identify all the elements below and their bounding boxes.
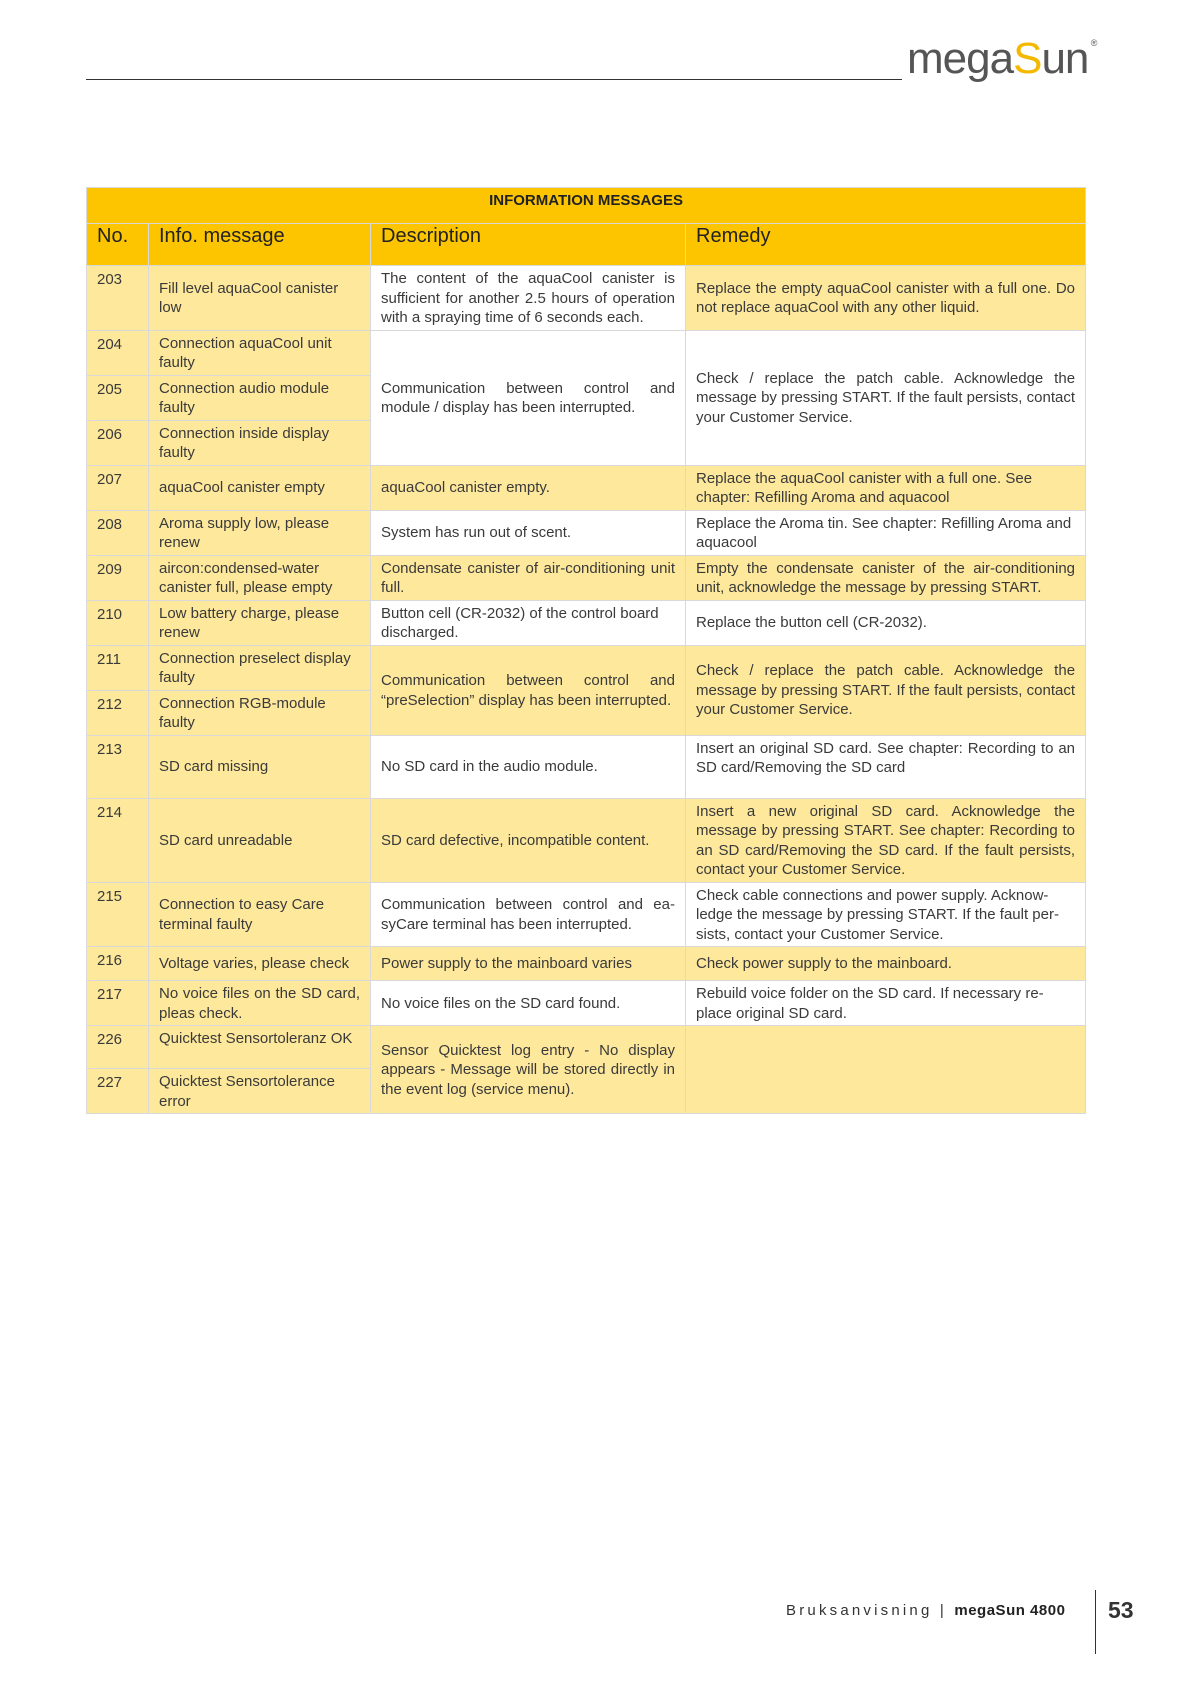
row-message: Connection audio module faulty [149,375,371,420]
row-number: 204 [87,330,149,375]
row-remedy [686,1026,1086,1114]
table-title-row [87,188,1086,224]
table-row [87,330,1086,375]
row-remedy: Check cable connections and power supply. Acknow-ledge the message by pressing START. If the fault per-sists, contact your Customer Service. [686,882,1086,947]
row-remedy: Replace the empty aquaCool canister with a full one. Do not replace aquaCool with any other liquid. [686,266,1086,331]
row-number: 217 [87,981,149,1026]
row-description: SD card defective, incompatible content. [371,798,686,882]
registered-mark: ® [1090,38,1097,48]
footer-document-title [786,1602,1065,1619]
logo-text-un: un [1041,34,1089,83]
table-row [87,882,1086,947]
footer-doc-name: Bruksanvisning [786,1602,933,1619]
table-row [87,947,1086,981]
table-row [87,981,1086,1026]
row-message: Aroma supply low, please renew [149,510,371,555]
column-header-description: Description [371,224,686,266]
row-number: 203 [87,266,149,331]
table-row [87,798,1086,882]
row-message: SD card unreadable [149,798,371,882]
page-number: 53 [1108,1597,1134,1623]
table-title: INFORMATION MESSAGES [87,188,1086,224]
row-remedy: Check / replace the patch cable. Acknowledge the message by pressing START. If the fault persists, contact your Customer Service. [686,645,1086,735]
table-header-row [87,224,1086,266]
row-description: Power supply to the mainboard varies [371,947,686,981]
row-description: No SD card in the audio module. [371,735,686,798]
row-description: Condensate canister of air-conditioning unit full. [371,555,686,600]
row-description: Button cell (CR-2032) of the control board discharged. [371,600,686,645]
row-message: Connection aquaCool unit faulty [149,330,371,375]
row-message: Voltage varies, please check [149,947,371,981]
row-number: 227 [87,1069,149,1114]
row-description: Communication between control and “preSelection” display has been interrupted. [371,645,686,735]
row-number: 207 [87,465,149,510]
row-message: aquaCool canister empty [149,465,371,510]
row-remedy: Insert a new original SD card. Acknowledge the message by pressing START. See chapter: Recording to an SD card/Removing the SD card. If the fault persists, contact your Customer Service. [686,798,1086,882]
footer-separator: | [932,1602,955,1619]
table-row [87,600,1086,645]
row-number: 208 [87,510,149,555]
row-number: 214 [87,798,149,882]
megasun-logo [907,34,1097,84]
row-remedy: Rebuild voice folder on the SD card. If necessary re-place original SD card. [686,981,1086,1026]
row-number: 212 [87,690,149,735]
row-remedy: Insert an original SD card. See chapter: Recording to an SD card/Removing the SD card [686,735,1086,798]
row-description: Sensor Quicktest log entry - No display appears - Message will be stored directly in the event log (service menu). [371,1026,686,1114]
footer-model-name: megaSun 4800 [954,1602,1066,1619]
row-message: Connection preselect display faulty [149,645,371,690]
row-message: Quicktest Sensortoleranz OK [149,1026,371,1069]
table-row [87,1026,1086,1069]
table-row [87,510,1086,555]
row-description: No voice files on the SD card found. [371,981,686,1026]
logo-text-s: S [1013,34,1042,83]
row-number: 226 [87,1026,149,1069]
row-description: aquaCool canister empty. [371,465,686,510]
row-number: 213 [87,735,149,798]
row-message: Fill level aquaCool canister low [149,266,371,331]
row-message: Connection RGB-module faulty [149,690,371,735]
table-row [87,266,1086,331]
row-number: 216 [87,947,149,981]
row-description: The content of the aquaCool canister is sufficient for another 2.5 hours of operation with a spraying time of 6 seconds each. [371,266,686,331]
table-row [87,645,1086,690]
row-number: 206 [87,420,149,465]
row-remedy: Replace the Aroma tin. See chapter: Refilling Aroma and aquacool [686,510,1086,555]
header-rule [86,79,902,80]
row-description: Communication between control and module / display has been interrupted. [371,330,686,465]
row-remedy: Replace the button cell (CR-2032). [686,600,1086,645]
table-row [87,555,1086,600]
row-remedy: Empty the condensate canister of the air-conditioning unit, acknowledge the message by pressing START. [686,555,1086,600]
information-messages-table [86,187,1086,1114]
row-remedy: Check / replace the patch cable. Acknowledge the message by pressing START. If the fault persists, contact your Customer Service. [686,330,1086,465]
row-message: SD card missing [149,735,371,798]
logo-text-mega: mega [907,34,1014,83]
row-remedy: Check power supply to the mainboard. [686,947,1086,981]
footer-divider [1095,1590,1096,1654]
row-remedy: Replace the aquaCool canister with a full one. See chapter: Refilling Aroma and aquacool [686,465,1086,510]
row-description: System has run out of scent. [371,510,686,555]
column-header-remedy: Remedy [686,224,1086,266]
row-number: 205 [87,375,149,420]
column-header-info-message: Info. message [149,224,371,266]
row-number: 209 [87,555,149,600]
row-message: aircon:condensed-water canister full, please empty [149,555,371,600]
row-message: Connection to easy Care terminal faulty [149,882,371,947]
table-row [87,735,1086,798]
row-message: Quicktest Sensortolerance error [149,1069,371,1114]
row-description: Communication between control and ea-syCare terminal has been interrupted. [371,882,686,947]
row-number: 210 [87,600,149,645]
row-message: Low battery charge, please renew [149,600,371,645]
row-number: 211 [87,645,149,690]
row-number: 215 [87,882,149,947]
table-row [87,465,1086,510]
row-message: Connection inside display faulty [149,420,371,465]
column-header-no: No. [87,224,149,266]
row-message: No voice files on the SD card, pleas check. [149,981,371,1026]
